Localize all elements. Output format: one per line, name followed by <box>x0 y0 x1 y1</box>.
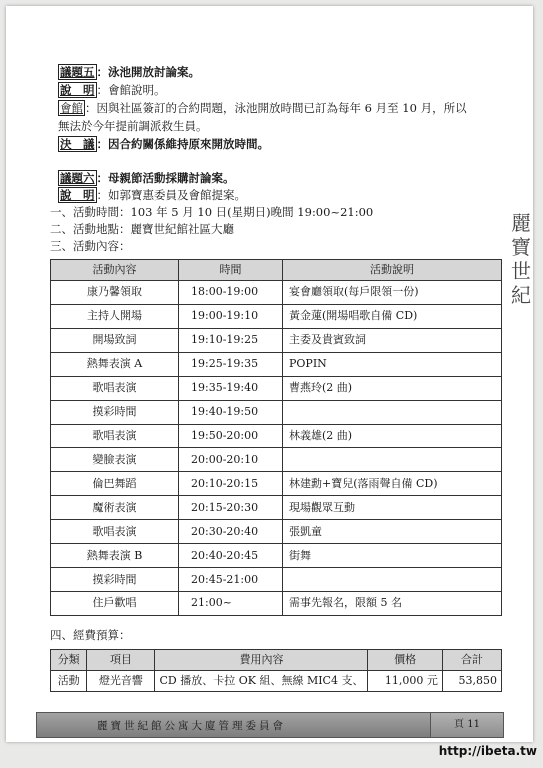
budget-header: 費用內容 <box>155 650 368 671</box>
schedule-cell: 主持人開場 <box>51 304 179 328</box>
schedule-cell: 倫巴舞蹈 <box>51 472 179 496</box>
schedule-cell: 20:15-20:30 <box>179 496 283 520</box>
schedule-cell <box>283 400 502 424</box>
budget-cell: 活動 <box>51 671 87 692</box>
schedule-row <box>51 400 502 424</box>
schedule-cell: 19:35-19:40 <box>179 376 283 400</box>
schedule-row <box>51 424 502 448</box>
schedule-row <box>51 591 502 615</box>
item5-hall-text-1: 因與社區簽訂的合約問題，泳池開放時間已訂為每年 6 月至 10 月，所以 <box>96 101 467 115</box>
schedule-cell <box>283 448 502 472</box>
budget-row <box>51 671 502 692</box>
page-number: 頁 11 <box>430 713 503 737</box>
schedule-cell: 林義雄(2 曲) <box>283 424 502 448</box>
schedule-cell: 街舞 <box>283 544 502 568</box>
schedule-cell: 住戶歡唱 <box>51 591 179 615</box>
side-logo <box>509 211 533 307</box>
schedule-row <box>51 328 502 352</box>
schedule-cell: 摸彩時間 <box>51 400 179 424</box>
item6-heading: 議題六 ：母親節活動採購討論案。 <box>60 171 235 185</box>
schedule-row <box>51 496 502 520</box>
item6-time: 一、活動時間：103 年 5 月 10 日(星期日)晚間 19:00~21:00 <box>50 205 374 219</box>
schedule-header-row <box>51 260 502 281</box>
item5-hall-label: 會館 <box>60 101 83 115</box>
schedule-cell: POPIN <box>283 352 502 376</box>
item6-label: 議題六 <box>60 171 95 185</box>
budget-header: 分類 <box>51 650 87 671</box>
item5-heading: 議題五 ：泳池開放討論案。 <box>60 65 200 79</box>
schedule-row <box>51 544 502 568</box>
schedule-cell: 黃金蓮(開場唱歌自備 CD) <box>283 304 502 328</box>
schedule-cell: 歌唱表演 <box>51 520 179 544</box>
schedule-table <box>50 259 502 616</box>
item5-title: 泳池開放討論案。 <box>108 65 200 79</box>
schedule-cell: 魔術表演 <box>51 496 179 520</box>
schedule-cell: 20:45-21:00 <box>179 568 283 592</box>
schedule-cell: 需事先報名，限額 5 名 <box>283 591 502 615</box>
schedule-header: 活動說明 <box>283 260 502 281</box>
schedule-cell: 林建勳+寶兒(落雨聲自備 CD) <box>283 472 502 496</box>
schedule-cell: 熱舞表演 B <box>51 544 179 568</box>
item6-explain-label: 說 明 <box>60 188 95 202</box>
budget-cell: 燈光音響 <box>87 671 155 692</box>
schedule-row <box>51 448 502 472</box>
budget-cell: 53,850 <box>442 671 501 692</box>
item5-explain-text: 會館說明。 <box>108 83 166 97</box>
schedule-cell: 變臉表演 <box>51 448 179 472</box>
schedule-row <box>51 281 502 305</box>
budget-heading: 四、經費預算： <box>50 628 131 642</box>
schedule-cell: 21:00~ <box>179 591 283 615</box>
schedule-header: 時間 <box>179 260 283 281</box>
schedule-row <box>51 472 502 496</box>
schedule-cell: 曹燕玲(2 曲) <box>283 376 502 400</box>
item5-explain-label: 說 明 <box>60 83 95 97</box>
schedule-row <box>51 352 502 376</box>
schedule-cell: 20:30-20:40 <box>179 520 283 544</box>
budget-header: 合計 <box>442 650 501 671</box>
item5-explain: 說 明 ：會館說明。 <box>60 83 166 97</box>
schedule-header: 活動內容 <box>51 260 179 281</box>
item5-label: 議題五 <box>60 65 95 79</box>
item5-resolution-text: 因合約關係維持原來開放時間。 <box>108 137 269 151</box>
schedule-cell: 20:00-20:10 <box>179 448 283 472</box>
item6-explain: 說 明 ：如郭寶惠委員及會館提案。 <box>60 188 246 202</box>
item5-hall: 會館 ：因與社區簽訂的合約問題，泳池開放時間已訂為每年 6 月至 10 月，所以 <box>60 101 467 115</box>
schedule-cell: 熱舞表演 A <box>51 352 179 376</box>
schedule-cell: 主委及貴賓致詞 <box>283 328 502 352</box>
budget-cell: 11,000 元 <box>368 671 442 692</box>
item5-hall-text-2: 無法於今年提前調派救生員。 <box>58 119 208 133</box>
schedule-row <box>51 568 502 592</box>
schedule-cell: 康乃馨領取 <box>51 281 179 305</box>
item6-content-heading: 三、活動內容： <box>50 239 131 253</box>
schedule-cell: 歌唱表演 <box>51 376 179 400</box>
watermark-url: http://ibeta.tw <box>438 744 537 758</box>
schedule-cell: 19:50-20:00 <box>179 424 283 448</box>
schedule-row <box>51 376 502 400</box>
schedule-cell: 摸彩時間 <box>51 568 179 592</box>
item5-resolution: 決 議 ：因合約關係維持原來開放時間。 <box>60 137 269 151</box>
schedule-cell <box>283 568 502 592</box>
schedule-cell: 宴會廳領取(每戶限領一份) <box>283 281 502 305</box>
schedule-cell: 現場觀眾互動 <box>283 496 502 520</box>
budget-header-row <box>51 650 502 671</box>
budget-header: 價格 <box>368 650 442 671</box>
side-logo-text: 麗 寶 世 紀 <box>511 211 531 307</box>
budget-header: 項目 <box>87 650 155 671</box>
schedule-row <box>51 304 502 328</box>
item5-resolution-label: 決 議 <box>60 137 95 151</box>
item6-explain-text: 如郭寶惠委員及會館提案。 <box>108 188 246 202</box>
item6-venue: 二、活動地點：麗寶世紀館社區大廳 <box>50 222 234 236</box>
schedule-cell: 19:10-19:25 <box>179 328 283 352</box>
schedule-cell: 19:40-19:50 <box>179 400 283 424</box>
item6-title: 母親節活動採購討論案。 <box>108 171 235 185</box>
schedule-cell: 18:00-19:00 <box>179 281 283 305</box>
schedule-cell: 開場致詞 <box>51 328 179 352</box>
document-page <box>6 6 533 742</box>
schedule-cell: 19:00-19:10 <box>179 304 283 328</box>
budget-table <box>50 649 502 692</box>
schedule-cell: 20:40-20:45 <box>179 544 283 568</box>
footer-title: 麗寶世紀館公寓大廈管理委員會 <box>97 720 286 732</box>
schedule-cell: 19:25-19:35 <box>179 352 283 376</box>
budget-cell: CD 播放、卡拉 OK 組、無線 MIC4 支、 <box>155 671 368 692</box>
schedule-cell: 歌唱表演 <box>51 424 179 448</box>
schedule-cell: 20:10-20:15 <box>179 472 283 496</box>
page-footer <box>36 712 504 738</box>
schedule-row <box>51 520 502 544</box>
schedule-cell: 張凱童 <box>283 520 502 544</box>
